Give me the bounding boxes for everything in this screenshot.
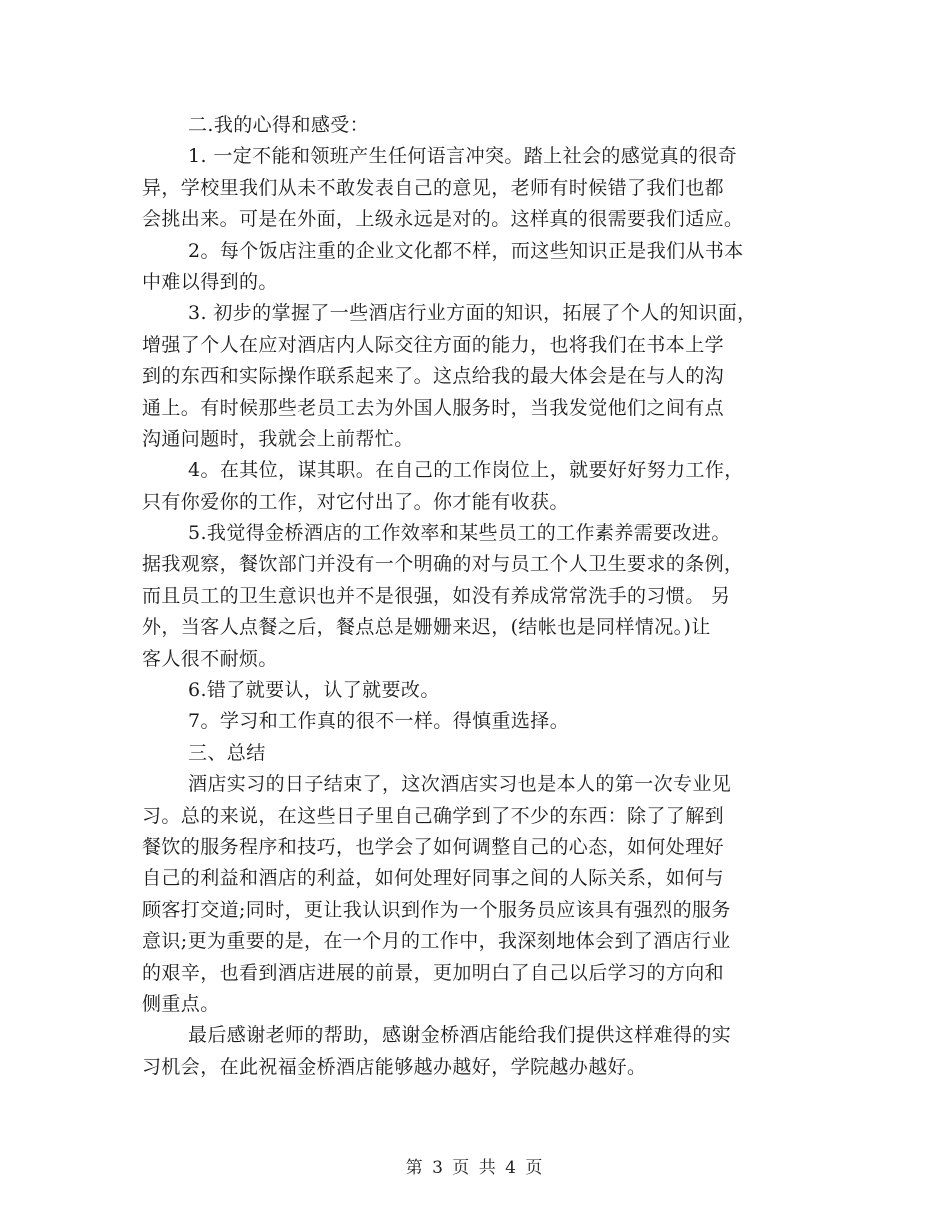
text-line: 的艰辛，也看到酒店进展的前景，更加明白了自己以后学习的方向和 (142, 961, 725, 984)
text-line: 增强了个人在应对酒店内人际交往方面的能力，也将我们在书本上学 (142, 333, 725, 356)
text-line: 习机会，在此祝福金桥酒店能够越办越好，学院越办越好。 (142, 1055, 647, 1078)
text-line: 二.我的心得和感受： (188, 114, 370, 136)
text-line: 习。总的来说，在这些日子里自己确学到了不少的东西：除了了解到 (142, 804, 725, 827)
text-line: 4。在其位，谋其职。在自己的工作岗位上，就要好好努力工作， (188, 459, 744, 482)
text-line: 1. 一定不能和领班产生任何语言冲突。踏上社会的感觉真的很奇 (188, 145, 738, 168)
text-line: 会挑出来。可是在外面，上级永远是对的。这样真的很需要我们适应。 (142, 208, 744, 231)
text-line: 顾客打交道;同时，更让我认识到作为一个服务员应该具有强烈的服务 (142, 898, 731, 921)
text-line: 外，当客人点餐之后，餐点总是姗姗来迟，(结帐也是同样情况。)让 (142, 616, 711, 639)
text-line: 据我观察，餐饮部门并没有一个明确的对与员工个人卫生要求的条例， (142, 553, 744, 576)
text-line: 异，学校里我们从未不敢发表自己的意见，老师有时候错了我们也都 (142, 176, 725, 199)
text-line: 三、总结 (188, 741, 266, 764)
page-number-footer: 第 3 页 共 4 页 (405, 1158, 545, 1178)
document-body (142, 110, 828, 1083)
text-line: 餐饮的服务程序和技巧，也学会了如何调整自己的心态，如何处理好 (142, 835, 725, 858)
text-line: 2。每个饭店注重的企业文化都不样，而这些知识正是我们从书本 (188, 239, 744, 262)
text-line: 酒店实习的日子结束了，这次酒店实习也是本人的第一次专业见 (188, 773, 732, 796)
text-line: 7。学习和工作真的很不一样。得慎重选择。 (188, 710, 570, 733)
text-line: 只有你爱你的工作，对它付出了。你才能有收获。 (142, 490, 569, 513)
text-line: 5.我觉得金桥酒店的工作效率和某些员工的工作素养需要改进。 (188, 522, 731, 545)
text-line: 到的东西和实际操作联系起来了。这点给我的最大体会是在与人的沟 (142, 365, 725, 388)
text-line: 中难以得到的。 (142, 270, 278, 293)
text-line: 侧重点。 (142, 992, 220, 1015)
text-line: 3. 初步的掌握了一些酒店行业方面的知识，拓展了个人的知识面， (188, 302, 757, 325)
text-line: 客人很不耐烦。 (142, 647, 278, 670)
text-line: 而且员工的卫生意识也并不是很强，如没有养成常常洗手的习惯。 另 (142, 584, 731, 607)
text-line: 6.错了就要认，认了就要改。 (188, 679, 440, 702)
text-line: 意识;更为重要的是，在一个月的工作中，我深刻地体会到了酒店行业 (142, 930, 731, 953)
text-line: 最后感谢老师的帮助，感谢金桥酒店能给我们提供这样难得的实 (188, 1024, 732, 1047)
text-line: 自己的利益和酒店的利益，如何处理好同事之间的人际关系，如何与 (142, 867, 725, 890)
text-line: 通上。有时候那些老员工去为外国人服务时，当我发觉他们之间有点 (142, 396, 725, 419)
text-line: 沟通问题时，我就会上前帮忙。 (142, 427, 414, 450)
